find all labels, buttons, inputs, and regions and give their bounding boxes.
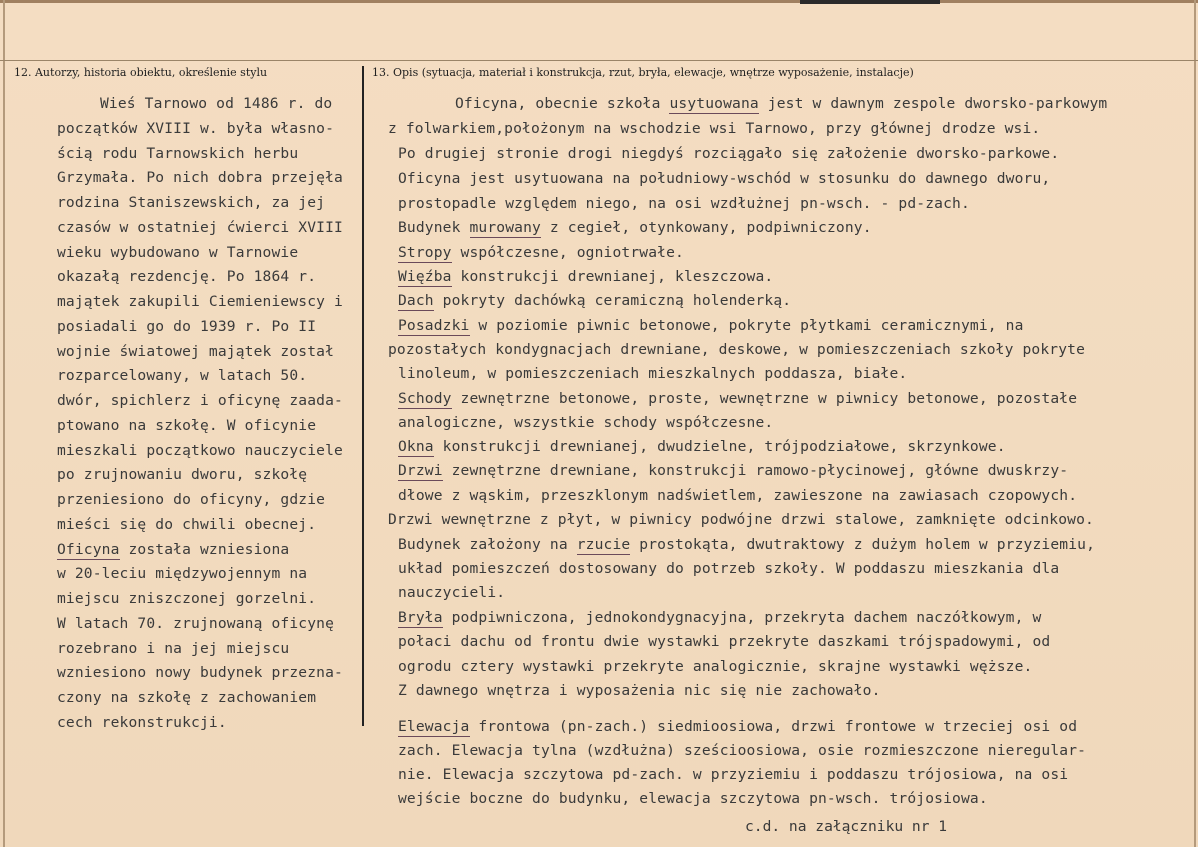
line-text: zewnętrzne betonowe, proste, wewnętrzne w piwnicy betonowe, pozostałe xyxy=(451,390,1078,407)
text-line xyxy=(388,511,1094,529)
line-text: ptowano na szkołę. W oficynie xyxy=(57,417,317,434)
text-line xyxy=(57,268,316,286)
line-text: linoleum, w pomieszczeniach mieszkalnych poddasza, białe. xyxy=(398,365,908,382)
line-text: Budynek xyxy=(398,219,470,236)
line-text: wieku wybudowano w Tarnowie xyxy=(57,244,299,261)
text-line xyxy=(398,609,1041,627)
text-line xyxy=(398,560,1059,578)
line-text: wojnie światowej majątek został xyxy=(57,343,335,360)
line-text: analogiczne, wszystkie schody współczesne. xyxy=(398,414,774,431)
text-line xyxy=(398,584,505,602)
line-text: Grzymała. Po nich dobra przejęła xyxy=(57,169,343,186)
line-text: mieszkali początkowo nauczyciele xyxy=(57,442,343,459)
line-text: Drzwi wewnętrzne z płyt, w piwnicy podwójne drzwi stalowe, zamknięte odcinkowo. xyxy=(388,511,1094,528)
line-text: posiadali go do 1939 r. Po II xyxy=(57,318,317,335)
text-line xyxy=(57,541,289,559)
line-text: W latach 70. zrujnowaną oficynę xyxy=(57,615,335,632)
text-line xyxy=(57,219,343,237)
underlined-keyword: Posadzki xyxy=(398,317,470,334)
column-divider xyxy=(362,66,364,726)
text-line xyxy=(57,318,316,336)
text-line xyxy=(100,95,332,113)
text-line xyxy=(57,565,307,583)
line-text: Budynek założony na xyxy=(398,536,577,553)
text-line xyxy=(398,658,1032,676)
header-rule xyxy=(0,60,1198,61)
text-line xyxy=(455,95,1107,113)
text-line xyxy=(57,417,316,435)
underlined-keyword: Oficyna xyxy=(57,541,120,558)
line-text: wzniesiono nowy budynek przezna- xyxy=(57,664,343,681)
text-line xyxy=(398,219,872,237)
line-text: miejscu zniszczonej gorzelni. xyxy=(57,590,317,607)
line-text: przeniesiono do oficyny, gdzie xyxy=(57,491,326,508)
underlined-keyword: Okna xyxy=(398,438,434,455)
line-text: dłowe z wąskim, przeszklonym nadświetlem, zawieszone na zawiasach czopowych. xyxy=(398,487,1078,504)
line-text: czony na szkołę z zachowaniem xyxy=(57,689,317,706)
text-line xyxy=(57,714,227,732)
top-border xyxy=(0,0,1198,3)
line-text: nie. Elewacja szczytowa pd-zach. w przyziemiu i poddaszu trójosiowa, na osi xyxy=(398,766,1069,783)
line-text: zewnętrzne drewniane, konstrukcji ramowo-płycinowej, główne dwuskrzy- xyxy=(442,462,1069,479)
text-line xyxy=(57,392,343,410)
line-text: ścią rodu Tarnowskich herbu xyxy=(57,145,299,162)
line-text: została wzniesiona xyxy=(119,541,290,558)
line-text: okazałą rezdencję. Po 1864 r. xyxy=(57,268,317,285)
line-text: rozparcelowany, w latach 50. xyxy=(57,367,308,384)
line-text: zach. Elewacja tylna (wzdłużna) sześcioosiowa, osie rozmieszczone nieregular- xyxy=(398,742,1087,759)
underlined-keyword: Drzwi xyxy=(398,462,443,479)
text-line xyxy=(398,682,881,700)
underlined-keyword: Więźba xyxy=(398,268,452,285)
right-border xyxy=(1194,0,1196,847)
text-line xyxy=(57,640,289,658)
line-text: cech rekonstrukcji. xyxy=(57,714,227,731)
text-line xyxy=(388,341,1085,359)
underlined-keyword: murowany xyxy=(469,219,541,236)
line-text: początków XVIII w. była własno- xyxy=(57,120,335,137)
underlined-keyword: Stropy xyxy=(398,244,452,261)
line-text: z cegieł, otynkowany, podpiwniczony. xyxy=(541,219,872,236)
underlined-keyword: rzucie xyxy=(576,536,631,553)
text-line xyxy=(398,438,1006,456)
text-line xyxy=(398,244,684,262)
text-line xyxy=(57,442,343,460)
text-line xyxy=(398,414,773,432)
text-line xyxy=(57,466,307,484)
text-line xyxy=(398,766,1068,784)
section-13-heading: 13. Opis (sytuacja, materiał i konstrukcja, rzut, bryła, elewacje, wnętrze wyposażenie, instalacje) xyxy=(372,66,914,79)
line-text: układ pomieszczeń dostosowany do potrzeb szkoły. W poddaszu mieszkania dla xyxy=(398,560,1060,577)
line-text: po zrujnowaniu dworu, szkołę xyxy=(57,466,308,483)
text-line xyxy=(57,244,298,262)
line-text: Po drugiej stronie drogi niegdyś rozciągało się założenie dworsko-parkowe. xyxy=(398,145,1060,162)
line-text: połaci dachu od frontu dwie wystawki przekryte daszkami trójspadowymi, od xyxy=(398,633,1051,650)
continuation-note: c.d. na załączniku nr 1 xyxy=(745,818,948,835)
line-text: nauczycieli. xyxy=(398,584,506,601)
text-line xyxy=(398,365,907,383)
line-text: konstrukcji drewnianej, dwudzielne, trójpodziałowe, skrzynkowe. xyxy=(433,438,1006,455)
text-line xyxy=(398,536,1095,554)
line-text: majątek zakupili Ciemieniewscy i xyxy=(57,293,343,310)
text-line xyxy=(398,170,1050,188)
line-text: Z dawnego wnętrza i wyposażenia nic się nie zachowało. xyxy=(398,682,881,699)
text-line xyxy=(57,689,316,707)
line-text: rodzina Staniszewskich, za jej xyxy=(57,194,326,211)
text-line xyxy=(398,718,1077,736)
text-line xyxy=(398,317,1024,335)
text-line xyxy=(57,590,316,608)
line-text: jest w dawnym zespole dworsko-parkowym xyxy=(758,95,1108,112)
line-text: w poziomie piwnic betonowe, pokryte płytkami ceramicznymi, na xyxy=(469,317,1024,334)
line-text: pokryty dachówką ceramiczną holenderką. xyxy=(433,292,792,309)
text-line xyxy=(57,664,343,682)
underlined-keyword: Dach xyxy=(398,292,434,309)
text-line xyxy=(57,293,343,311)
line-text: mieści się do chwili obecnej. xyxy=(57,516,317,533)
line-text: ogrodu cztery wystawki przekryte analogicznie, skrajne wystawki węższe. xyxy=(398,658,1033,675)
text-line xyxy=(57,491,325,509)
text-line xyxy=(398,790,988,808)
text-line xyxy=(398,633,1050,651)
line-text: Oficyna jest usytuowana na południowy-wschód w stosunku do dawnego dworu, xyxy=(398,170,1051,187)
line-text: współczesne, ogniotrwałe. xyxy=(451,244,684,261)
text-line xyxy=(57,615,334,633)
line-text: prostokąta, dwutraktowy z dużym holem w przyziemiu, xyxy=(630,536,1096,553)
text-line xyxy=(398,462,1068,480)
text-line xyxy=(398,742,1086,760)
text-line xyxy=(57,516,316,534)
underlined-keyword: Bryła xyxy=(398,609,443,626)
line-text: w 20-leciu międzywojennym na xyxy=(57,565,308,582)
line-text: Oficyna, obecnie szkoła xyxy=(455,95,670,112)
text-line xyxy=(57,169,343,187)
line-text: podpiwniczona, jednokondygnacyjna, przekryta dachem naczółkowym, w xyxy=(442,609,1042,626)
text-line xyxy=(398,195,970,213)
line-text: z folwarkiem,położonym na wschodzie wsi Tarnowo, przy głównej drodze wsi. xyxy=(388,120,1041,137)
line-text: pozostałych kondygnacjach drewniane, deskowe, w pomieszczeniach szkoły pokryte xyxy=(388,341,1086,358)
text-line xyxy=(388,120,1040,138)
line-text: frontowa (pn-zach.) siedmioosiowa, drzwi frontowe w trzeciej osi od xyxy=(469,718,1078,735)
line-text: Wieś Tarnowo od 1486 r. do xyxy=(100,95,333,112)
line-text: prostopadle względem niego, na osi wzdłużnej pn-wsch. - pd-zach. xyxy=(398,195,970,212)
text-line xyxy=(57,194,325,212)
top-edge-mark xyxy=(800,0,940,4)
section-12-heading: 12. Autorzy, historia obiektu, określenie stylu xyxy=(14,66,268,79)
underlined-keyword: Schody xyxy=(398,390,452,407)
text-line xyxy=(398,268,773,286)
text-line xyxy=(398,292,791,310)
text-line xyxy=(57,367,307,385)
line-text: dwór, spichlerz i oficynę zaada- xyxy=(57,392,343,409)
left-border xyxy=(3,0,5,847)
text-line xyxy=(398,487,1077,505)
text-line xyxy=(57,120,334,138)
text-line xyxy=(57,145,298,163)
text-line xyxy=(398,390,1077,408)
text-line xyxy=(398,145,1059,163)
line-text: czasów w ostatniej ćwierci XVIII xyxy=(57,219,343,236)
line-text: wejście boczne do budynku, elewacja szczytowa pn-wsch. trójosiowa. xyxy=(398,790,988,807)
text-line xyxy=(57,343,334,361)
underlined-keyword: Elewacja xyxy=(398,718,470,735)
line-text: rozebrano i na jej miejscu xyxy=(57,640,290,657)
underlined-keyword: usytuowana xyxy=(669,95,759,112)
line-text: konstrukcji drewnianej, kleszczowa. xyxy=(451,268,774,285)
